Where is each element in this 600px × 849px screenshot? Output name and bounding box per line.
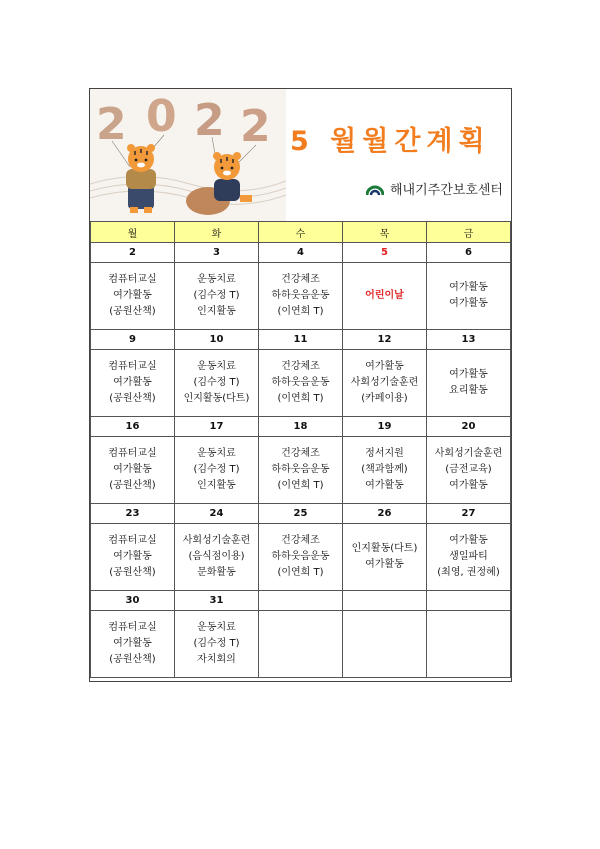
tiger-icon	[126, 144, 156, 213]
activity-line: 운동치료	[197, 274, 236, 285]
activity-line: 인지활동(다트)	[351, 543, 418, 554]
activity-line: 인지활동	[197, 306, 236, 317]
date-cell: 19	[343, 417, 427, 437]
activity-line: 운동치료	[197, 448, 236, 459]
date-cell: 11	[259, 330, 343, 350]
activity-line: (공원산책)	[109, 654, 156, 665]
activity-cell	[427, 263, 511, 330]
page-title: 5 월월간계획	[290, 126, 491, 157]
activity-cell	[175, 350, 259, 417]
activity-cell	[259, 611, 343, 678]
date-row	[91, 417, 511, 437]
activity-line: 건강체조	[281, 535, 320, 546]
calendar-document	[89, 88, 512, 682]
activity-cell	[259, 350, 343, 417]
activity-cell	[343, 263, 427, 330]
date-cell: 4	[259, 243, 343, 263]
activity-line: 여가활동	[449, 369, 488, 380]
activity-line: (김수정 T)	[193, 464, 240, 475]
year-digit: 2	[96, 99, 127, 150]
date-cell: 30	[91, 591, 175, 611]
activity-cell	[91, 611, 175, 678]
date-cell: 6	[427, 243, 511, 263]
year-digit: 2	[240, 101, 271, 152]
activity-cell	[175, 524, 259, 591]
date-cell	[427, 591, 511, 611]
activity-line: 여가활동	[449, 282, 488, 293]
activity-line: 여가활동	[365, 361, 404, 372]
tiger-balloon-art	[90, 89, 286, 221]
weekday-label: 금	[427, 222, 511, 243]
date-cell: 24	[175, 504, 259, 524]
date-row	[91, 591, 511, 611]
date-cell: 23	[91, 504, 175, 524]
date-cell: 3	[175, 243, 259, 263]
activity-line: (공원산책)	[109, 393, 156, 404]
date-cell: 20	[427, 417, 511, 437]
activity-row	[91, 263, 511, 330]
activity-line: 인지활동	[197, 480, 236, 491]
activity-line: 하하웃음운동	[271, 377, 330, 388]
activity-line: 인지활동(다트)	[183, 393, 250, 404]
date-cell: 5	[343, 243, 427, 263]
activity-line: (김수정 T)	[193, 290, 240, 301]
activity-cell	[427, 437, 511, 504]
activity-line: 하하웃음운동	[271, 551, 330, 562]
date-row	[91, 243, 511, 263]
activity-line: 건강체조	[281, 274, 320, 285]
activity-cell	[91, 437, 175, 504]
activity-line: (이연희 T)	[277, 567, 324, 578]
activity-cell	[175, 611, 259, 678]
activity-cell	[427, 524, 511, 591]
activity-cell	[427, 611, 511, 678]
weekday-header-row	[91, 222, 511, 243]
activity-line: 컴퓨터교실	[108, 274, 157, 285]
activity-cell	[175, 437, 259, 504]
activity-line: 하하웃음운동	[271, 464, 330, 475]
activity-cell	[343, 350, 427, 417]
activity-line: (공원산책)	[109, 567, 156, 578]
date-cell: 25	[259, 504, 343, 524]
activity-cell	[91, 524, 175, 591]
activity-line: (카페이용)	[361, 393, 408, 404]
activity-line: 여가활동	[113, 290, 152, 301]
activity-cell	[259, 263, 343, 330]
activity-line: 사회성기술훈련	[350, 377, 419, 388]
date-cell: 9	[91, 330, 175, 350]
activity-line: 사회성기술훈련	[182, 535, 251, 546]
activity-line: 여가활동	[449, 535, 488, 546]
year-digit: 0	[146, 91, 177, 142]
calendar-header	[90, 89, 511, 221]
activity-line: 여가활동	[449, 480, 488, 491]
activity-line: (이연희 T)	[277, 393, 324, 404]
activity-cell	[427, 350, 511, 417]
activity-line: 요리활동	[449, 385, 488, 396]
holiday-label: 어린이날	[365, 290, 404, 301]
date-cell	[259, 591, 343, 611]
date-cell: 16	[91, 417, 175, 437]
activity-line: 여가활동	[113, 464, 152, 475]
activity-line: 컴퓨터교실	[108, 361, 157, 372]
activity-line: 하하웃음운동	[271, 290, 330, 301]
activity-row	[91, 350, 511, 417]
activity-line: (김수정 T)	[193, 377, 240, 388]
weekday-label: 목	[343, 222, 427, 243]
activity-cell	[259, 524, 343, 591]
activity-line: 사회성기술훈련	[434, 448, 503, 459]
activity-line: (금전교육)	[445, 464, 492, 475]
date-cell	[343, 591, 427, 611]
calendar-body	[91, 243, 511, 678]
date-cell: 13	[427, 330, 511, 350]
activity-line: 정서지원	[365, 448, 404, 459]
balloon-2-icon	[96, 99, 127, 150]
activity-cell	[175, 263, 259, 330]
activity-row	[91, 524, 511, 591]
activity-line: (최영, 권정혜)	[437, 567, 500, 578]
weekday-label: 월	[91, 222, 175, 243]
date-cell: 17	[175, 417, 259, 437]
activity-line: 여가활동	[113, 377, 152, 388]
activity-line: (책과함께)	[361, 464, 408, 475]
activity-line: 컴퓨터교실	[108, 448, 157, 459]
activity-line: (공원산책)	[109, 306, 156, 317]
date-cell: 2	[91, 243, 175, 263]
activity-line: (이연희 T)	[277, 306, 324, 317]
activity-line: 컴퓨터교실	[108, 622, 157, 633]
organization-logo-icon	[366, 182, 384, 196]
activity-line: (김수정 T)	[193, 638, 240, 649]
activity-line: 컴퓨터교실	[108, 535, 157, 546]
activity-line: (이연희 T)	[277, 480, 324, 491]
activity-line: 운동치료	[197, 361, 236, 372]
organization-name	[366, 179, 503, 198]
activity-row	[91, 437, 511, 504]
activity-line: 운동치료	[197, 622, 236, 633]
calendar-table	[90, 221, 511, 678]
activity-line: 여가활동	[365, 559, 404, 570]
date-row	[91, 504, 511, 524]
weekday-label: 수	[259, 222, 343, 243]
weekday-label: 화	[175, 222, 259, 243]
activity-cell	[91, 263, 175, 330]
activity-line: (공원산책)	[109, 480, 156, 491]
date-cell: 18	[259, 417, 343, 437]
balloon-2-icon	[240, 101, 271, 152]
date-row	[91, 330, 511, 350]
activity-line: 여가활동	[449, 298, 488, 309]
activity-line: (음식점이용)	[188, 551, 245, 562]
activity-line: 여가활동	[113, 638, 152, 649]
date-cell: 31	[175, 591, 259, 611]
activity-line: 건강체조	[281, 361, 320, 372]
balloon-0-icon	[146, 91, 177, 142]
activity-cell	[343, 437, 427, 504]
activity-line: 여가활동	[365, 480, 404, 491]
date-cell: 10	[175, 330, 259, 350]
activity-line: 건강체조	[281, 448, 320, 459]
date-cell: 27	[427, 504, 511, 524]
year-digit: 2	[194, 95, 225, 146]
balloon-2-icon	[194, 95, 225, 146]
organization-label: 해내기주간보호센터	[389, 183, 503, 198]
date-cell: 26	[343, 504, 427, 524]
activity-cell	[343, 524, 427, 591]
activity-line: 자치회의	[197, 654, 236, 665]
activity-line: 생일파티	[449, 551, 488, 562]
activity-line: 여가활동	[113, 551, 152, 562]
activity-row	[91, 611, 511, 678]
activity-cell	[91, 350, 175, 417]
date-cell: 12	[343, 330, 427, 350]
activity-line: 문화활동	[197, 567, 236, 578]
activity-cell	[343, 611, 427, 678]
activity-cell	[259, 437, 343, 504]
